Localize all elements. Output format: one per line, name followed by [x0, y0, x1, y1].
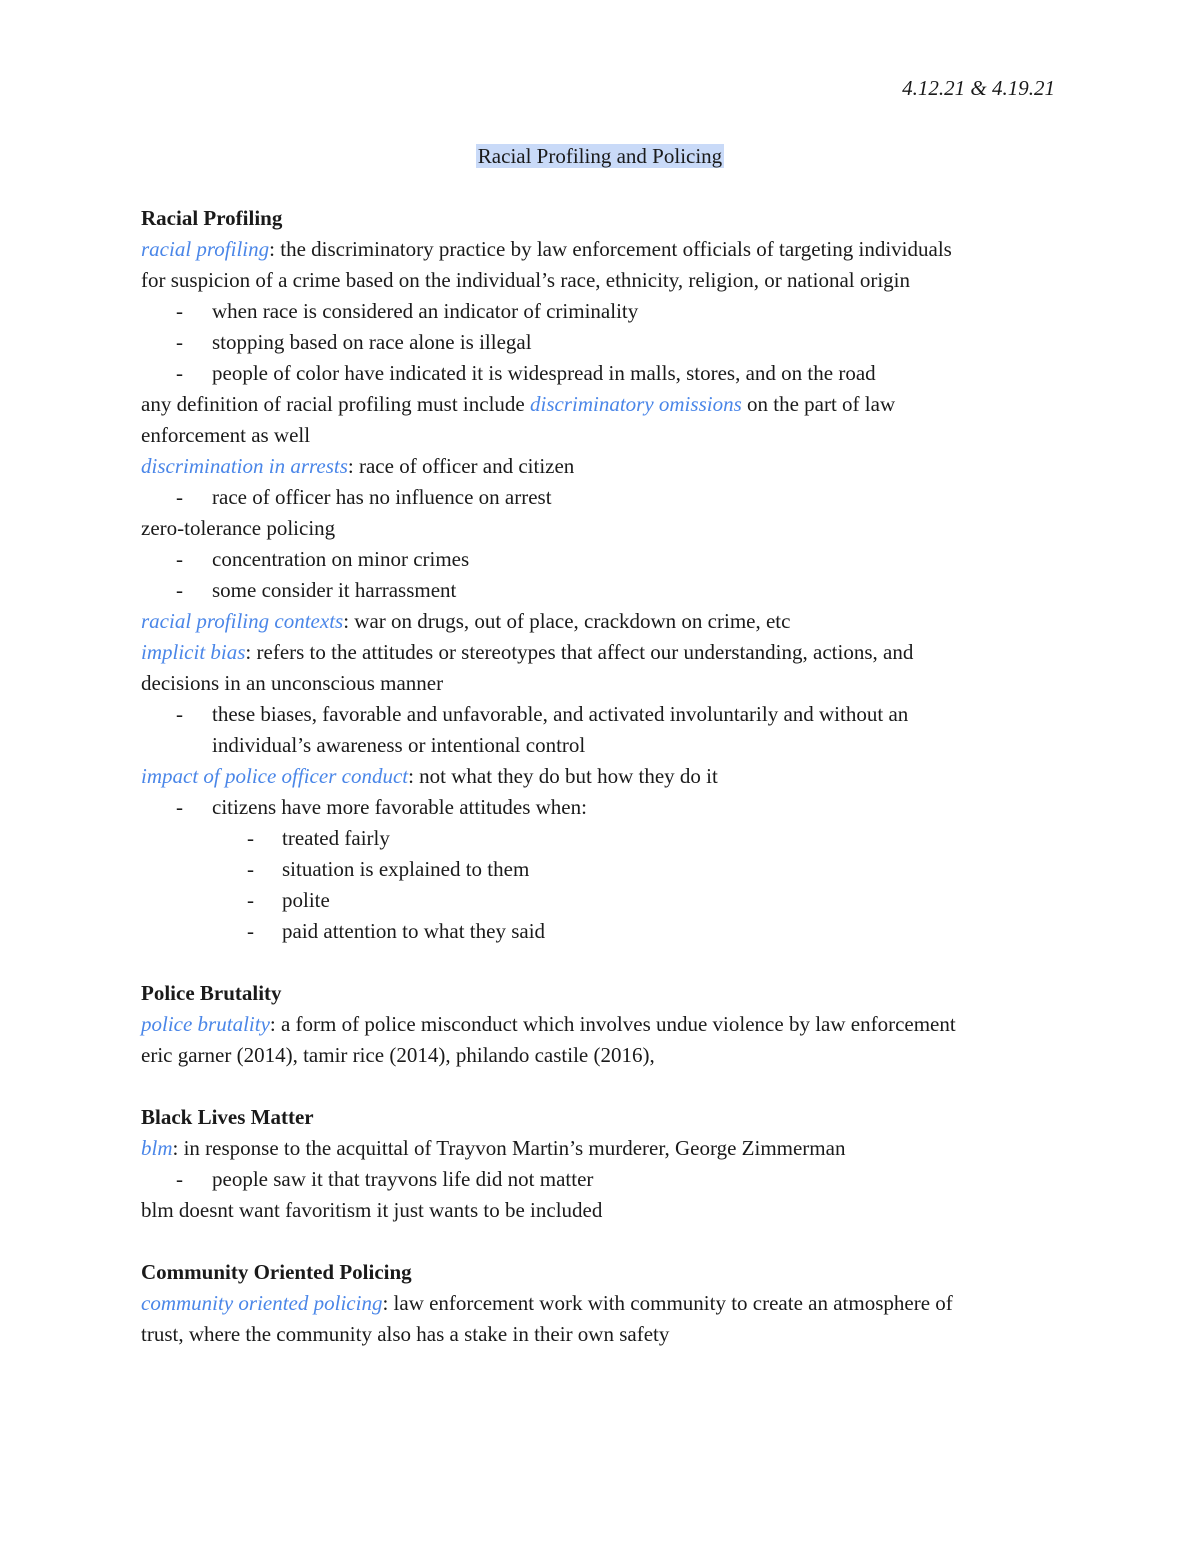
- list-item: [141, 296, 1061, 327]
- term-impact-of-police-officer-conduct: impact of police officer conduct: [141, 764, 409, 788]
- sub-list-item: [141, 823, 1061, 854]
- definition-blm: [141, 1133, 1061, 1164]
- definition-text: : refers to the attitudes or stereotypes that affect our understanding, actions, and: [245, 640, 914, 664]
- term-discrimination-in-arrests: discrimination in arrests: [141, 454, 348, 478]
- zero-tolerance-line: zero-tolerance policing: [141, 516, 336, 540]
- list-item-continuation: [141, 730, 1061, 761]
- list-item: [141, 358, 1061, 389]
- date-label: 4.12.21 & 4.19.21: [902, 76, 1055, 100]
- definition-text: : war on drugs, out of place, crackdown on crime, etc: [343, 609, 791, 633]
- term-police-brutality: police brutality: [141, 1012, 270, 1036]
- term-blm: blm: [141, 1136, 173, 1160]
- bullet-dash: -: [176, 330, 183, 354]
- list-item-text: paid attention to what they said: [282, 919, 546, 943]
- cases-line: eric garner (2014), tamir rice (2014), philando castile (2016),: [141, 1043, 655, 1067]
- list-item-text: concentration on minor crimes: [212, 547, 470, 571]
- list-item: [141, 327, 1061, 358]
- definition-text: : law enforcement work with community to create an atmosphere of: [382, 1291, 953, 1315]
- list-item: [141, 1164, 1061, 1195]
- bullet-dash: -: [176, 299, 183, 323]
- list-item: [141, 792, 1061, 823]
- section-heading-blm: Black Lives Matter: [141, 1105, 314, 1129]
- bullet-dash: -: [176, 485, 183, 509]
- sub-list-item: [141, 885, 1061, 916]
- sub-list-item: [141, 854, 1061, 885]
- list-item-text: stopping based on race alone is illegal: [212, 330, 532, 354]
- list-item-text: polite: [282, 888, 330, 912]
- list-item-text: people of color have indicated it is widespread in malls, stores, and on the road: [212, 361, 876, 385]
- definition-police-brutality: [141, 1009, 1061, 1040]
- page-title: Racial Profiling and Policing: [477, 144, 723, 168]
- bullet-dash: -: [247, 826, 254, 850]
- section-heading-police-brutality: Police Brutality: [141, 981, 282, 1005]
- plain-text: on the part of law: [741, 392, 896, 416]
- list-item-text: race of officer has no influence on arrest: [212, 485, 552, 509]
- term-racial-profiling-contexts: racial profiling contexts: [141, 609, 344, 633]
- blm-note: blm doesnt want favoritism it just wants to be included: [141, 1198, 603, 1222]
- spacer: [141, 947, 1061, 978]
- list-item-text: citizens have more favorable attitudes when:: [212, 795, 587, 819]
- list-item-text: people saw it that trayvons life did not matter: [212, 1167, 594, 1191]
- definition-contexts: [141, 606, 1061, 637]
- omissions-continuation: enforcement as well: [141, 423, 311, 447]
- list-item-text: some consider it harrassment: [212, 578, 457, 602]
- definition-racial-profiling: [141, 234, 1061, 265]
- definition-continuation: for suspicion of a crime based on the individual’s race, ethnicity, religion, or national origin: [141, 268, 911, 292]
- definition-text: : in response to the acquittal of Trayvon Martin’s murderer, George Zimmerman: [172, 1136, 846, 1160]
- section-heading-racial-profiling: Racial Profiling: [141, 206, 283, 230]
- term-racial-profiling: racial profiling: [141, 237, 270, 261]
- term-implicit-bias: implicit bias: [141, 640, 246, 664]
- omissions-line: [141, 389, 1061, 420]
- spacer: [141, 1071, 1061, 1102]
- definition-community-oriented-policing: [141, 1288, 1061, 1319]
- definition-continuation: trust, where the community also has a stake in their own safety: [141, 1322, 670, 1346]
- definition-text: : not what they do but how they do it: [408, 764, 718, 788]
- list-item-text: situation is explained to them: [282, 857, 530, 881]
- bullet-dash: -: [176, 1167, 183, 1191]
- list-item: [141, 544, 1061, 575]
- bullet-dash: -: [247, 857, 254, 881]
- bullet-dash: -: [176, 361, 183, 385]
- sub-list-item: [141, 916, 1061, 947]
- bullet-dash: -: [176, 578, 183, 602]
- plain-text: any definition of racial profiling must include: [141, 392, 530, 416]
- term-community-oriented-policing: community oriented policing: [141, 1291, 383, 1315]
- document-body: [141, 203, 1061, 1350]
- bullet-dash: -: [176, 547, 183, 571]
- list-item-text: individual’s awareness or intentional control: [212, 733, 586, 757]
- bullet-dash: -: [176, 702, 183, 726]
- definition-impact: [141, 761, 1061, 792]
- definition-text: : the discriminatory practice by law enforcement officials of targeting individuals: [269, 237, 952, 261]
- definition-discrimination-in-arrests: [141, 451, 1061, 482]
- definition-continuation: decisions in an unconscious manner: [141, 671, 444, 695]
- list-item-text: these biases, favorable and unfavorable, and activated involuntarily and without an: [212, 702, 909, 726]
- bullet-dash: -: [247, 919, 254, 943]
- definition-implicit-bias: [141, 637, 1061, 668]
- list-item: [141, 482, 1061, 513]
- definition-text: : a form of police misconduct which involves undue violence by law enforcement: [269, 1012, 956, 1036]
- section-heading-community-oriented-policing: Community Oriented Policing: [141, 1260, 412, 1284]
- bullet-dash: -: [176, 795, 183, 819]
- definition-text: : race of officer and citizen: [347, 454, 575, 478]
- list-item: [141, 575, 1061, 606]
- list-item-text: when race is considered an indicator of criminality: [212, 299, 639, 323]
- title-block: [0, 141, 1200, 172]
- list-item: [141, 699, 1061, 730]
- list-item-text: treated fairly: [282, 826, 390, 850]
- term-discriminatory-omissions: discriminatory omissions: [529, 392, 742, 416]
- spacer: [141, 1226, 1061, 1257]
- bullet-dash: -: [247, 888, 254, 912]
